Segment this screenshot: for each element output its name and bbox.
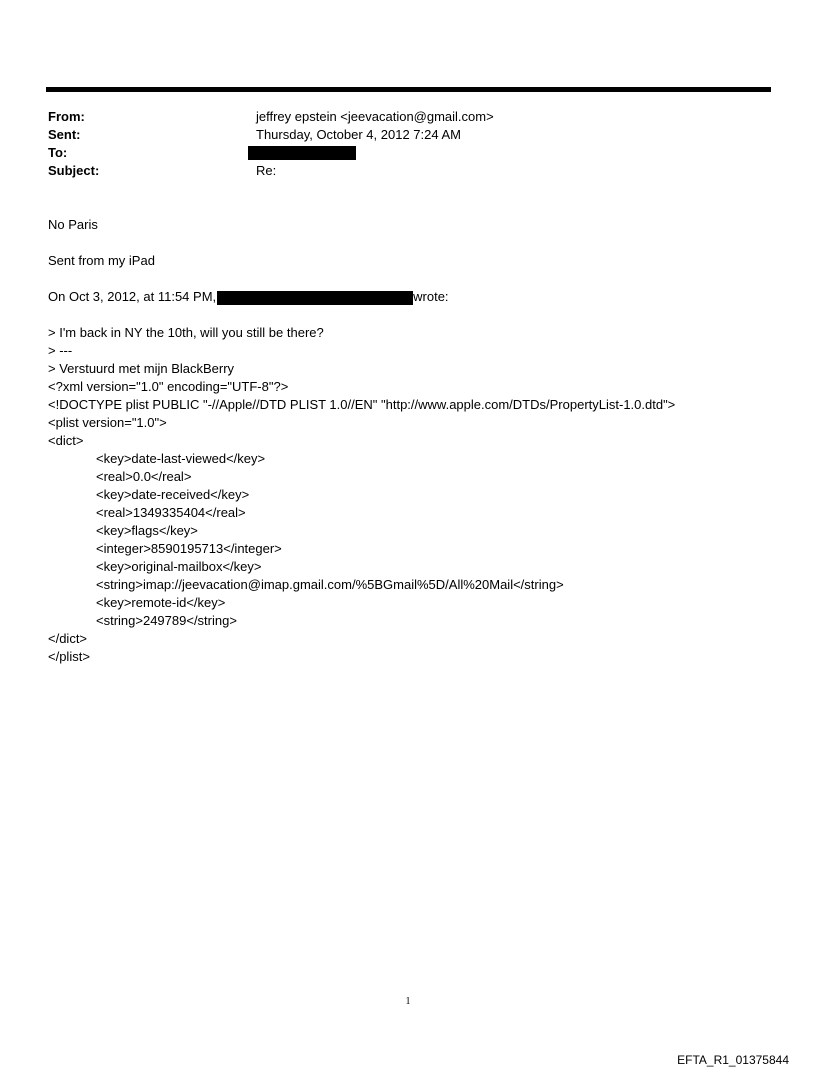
plist-entry-line: <key>date-last-viewed</key> — [96, 451, 266, 466]
sent-label: Sent: — [48, 127, 81, 142]
plist-entry-line: <string>249789</string> — [96, 613, 237, 628]
quoted-line: <dict> — [48, 433, 84, 448]
plist-entry-line: <key>date-received</key> — [96, 487, 250, 502]
to-row — [48, 144, 768, 162]
body-line-no-paris: No Paris — [48, 217, 98, 232]
body-line-signature: Sent from my iPad — [48, 253, 155, 268]
plist-entry-line: <key>flags</key> — [96, 523, 198, 538]
plist-dict-entries — [48, 450, 788, 630]
sender-redaction — [217, 291, 413, 305]
quoted-text — [48, 324, 788, 450]
header-rule — [46, 87, 771, 92]
from-row — [48, 108, 768, 126]
wrote-prefix: On Oct 3, 2012, at 11:54 PM, — [48, 289, 217, 304]
plist-entry-line: <real>0.0</real> — [96, 469, 192, 484]
quoted-line: <?xml version="1.0" encoding="UTF-8"?> — [48, 379, 289, 394]
to-redaction — [248, 146, 356, 160]
quoted-line: > Verstuurd met mijn BlackBerry — [48, 361, 235, 376]
from-value: jeffrey epstein <jeevacation@gmail.com> — [256, 109, 494, 124]
plist-entry-line: <real>1349335404</real> — [96, 505, 246, 520]
to-label: To: — [48, 145, 68, 160]
bates-number: EFTA_R1_01375844 — [677, 1053, 789, 1067]
plist-entry-line: <integer>8590195713</integer> — [96, 541, 282, 556]
quoted-line: <!DOCTYPE plist PUBLIC "-//Apple//DTD PLIST 1.0//EN" "http://www.apple.com/DTDs/PropertyList-1.0.dtd"> — [48, 397, 676, 412]
sent-row — [48, 126, 768, 144]
email-body — [48, 216, 788, 666]
subject-row — [48, 162, 768, 180]
quoted-line: > --- — [48, 343, 73, 358]
body-line-wrote — [48, 288, 788, 306]
sent-value: Thursday, October 4, 2012 7:24 AM — [256, 127, 461, 142]
from-label: From: — [48, 109, 85, 124]
subject-label: Subject: — [48, 163, 100, 178]
page-number: 1 — [405, 996, 411, 1007]
email-header — [48, 108, 768, 180]
plist-entry-line: <string>imap://jeevacation@imap.gmail.com/%5BGmail%5D/All%20Mail</string> — [96, 577, 564, 592]
quoted-line: <plist version="1.0"> — [48, 415, 167, 430]
plist-closing-line: </plist> — [48, 649, 90, 664]
wrote-suffix: wrote: — [413, 289, 449, 304]
quoted-line: > I'm back in NY the 10th, will you still be there? — [48, 325, 324, 340]
plist-closing — [48, 630, 788, 666]
plist-entry-line: <key>remote-id</key> — [96, 595, 226, 610]
subject-value: Re: — [256, 163, 277, 178]
plist-entry-line: <key>original-mailbox</key> — [96, 559, 262, 574]
plist-closing-line: </dict> — [48, 631, 88, 646]
